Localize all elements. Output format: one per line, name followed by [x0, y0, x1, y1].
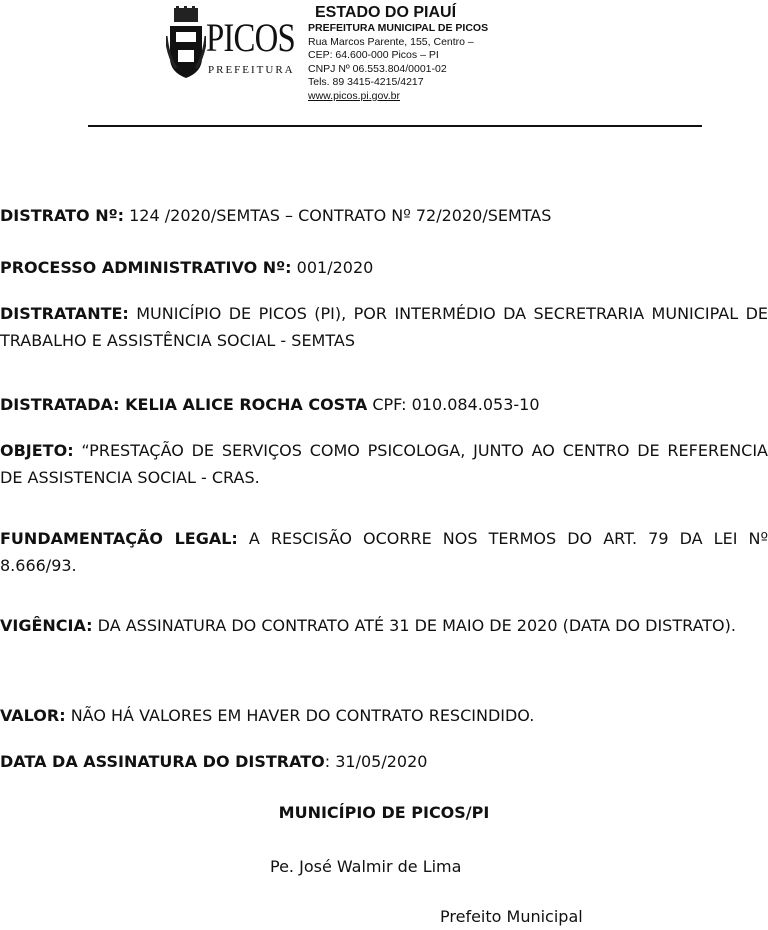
- logo-subtitle: PREFEITURA: [208, 64, 295, 76]
- signature-name: Pe. José Walmir de Lima: [270, 857, 462, 876]
- field-label: OBJETO:: [0, 441, 74, 460]
- field-processo: [0, 254, 768, 281]
- state-name: ESTADO DO PIAUÍ: [315, 4, 457, 21]
- field-value: DA ASSINATURA DO CONTRATO ATÉ 31 DE MAIO DE 2020 (DATA DO DISTRATO).: [92, 616, 736, 635]
- phone-line: Tels. 89 3415-4215/4217: [308, 76, 424, 88]
- field-objeto: [0, 437, 768, 491]
- field-distratante: [0, 300, 768, 354]
- signature-municipio: [0, 799, 768, 826]
- field-valor: [0, 702, 768, 729]
- field-value: NÃO HÁ VALORES EM HAVER DO CONTRATO RESCINDIDO.: [65, 706, 535, 725]
- field-distrato: [0, 202, 768, 229]
- header-divider: [88, 125, 702, 127]
- field-value: MUNICÍPIO DE PICOS (PI), POR INTERMÉDIO DA SECRETRARIA MUNICIPAL DE TRABALHO E ASSISTÊNCIA SOCIAL - SEMTAS: [0, 304, 768, 350]
- field-label: DISTRATO Nº:: [0, 206, 125, 225]
- field-value: : 31/05/2020: [324, 752, 428, 771]
- cep-line: CEP: 64.600-000 Picos – PI: [308, 49, 439, 61]
- field-label: VALOR:: [0, 706, 66, 725]
- address-line: Rua Marcos Parente, 155, Centro –: [308, 35, 474, 48]
- field-label: PROCESSO ADMINISTRATIVO Nº:: [0, 258, 292, 277]
- prefeitura-name: PREFEITURA MUNICIPAL DE PICOS: [308, 22, 489, 34]
- field-value: 124 /2020/SEMTAS – CONTRATO Nº 72/2020/SEMTAS: [124, 206, 552, 225]
- field-value: “PRESTAÇÃO DE SERVIÇOS COMO PSICOLOGA, JUNTO AO CENTRO DE REFERENCIA DE ASSISTENCIA SOCIAL - CRAS.: [0, 441, 768, 487]
- municipal-crest-icon: [166, 6, 206, 82]
- website-link[interactable]: www.picos.pi.gov.br: [308, 89, 401, 102]
- field-fundamentacao: [0, 525, 768, 579]
- field-vigencia: [0, 612, 768, 639]
- field-value: A RESCISÃO OCORRE NOS TERMOS DO ART. 79 DA LEI Nº 8.666/93.: [0, 529, 768, 575]
- cnpj-line: CNPJ Nº 06.553.804/0001-02: [308, 62, 447, 75]
- signature-role: Prefeito Municipal: [440, 907, 583, 926]
- field-value: 001/2020: [291, 258, 374, 277]
- signature-municipio-text: MUNICÍPIO DE PICOS/PI: [278, 803, 490, 822]
- field-label: VIGÊNCIA:: [0, 616, 93, 635]
- field-label: FUNDAMENTAÇÃO LEGAL:: [0, 529, 238, 548]
- field-label: DISTRATANTE:: [0, 304, 129, 323]
- field-value: CPF: 010.084.053-10: [367, 395, 540, 414]
- letterhead: [0, 0, 768, 140]
- logo-wordmark: PICOS: [206, 15, 295, 60]
- field-label: DISTRATADA: KELIA ALICE ROCHA COSTA: [0, 395, 368, 414]
- field-distratada: [0, 391, 768, 418]
- field-data-assinatura: [0, 748, 768, 775]
- letterhead-text: [308, 4, 488, 103]
- field-label: DATA DA ASSINATURA DO DISTRATO: [0, 752, 325, 771]
